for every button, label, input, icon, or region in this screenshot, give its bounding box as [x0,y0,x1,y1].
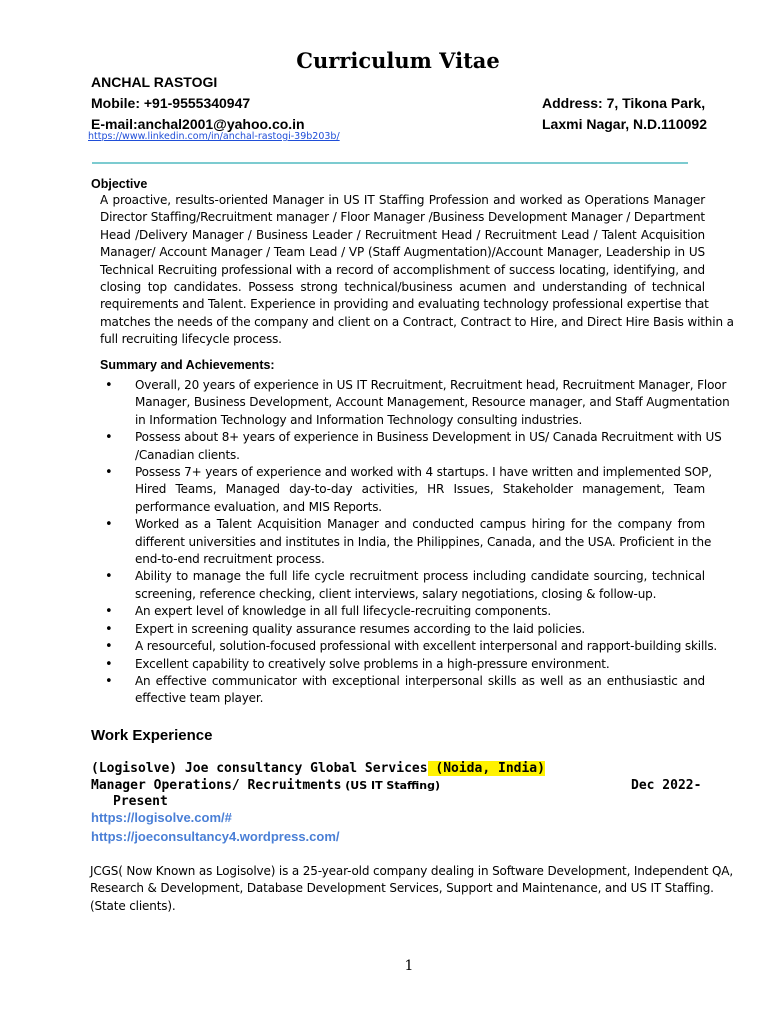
objective-line: full recruiting lifecycle process. [100,332,282,347]
description-line: JCGS( Now Known as Logisolve) is a 25-year-old company dealing in Software Development, Independent QA, [90,864,733,878]
summary-line: different universities and institutes in India, the Philippines, Canada, and the USA. Proficient in the [135,534,712,549]
summary-list [98,377,730,708]
summary-list-wrap [98,377,730,708]
objective-line: A proactive, results-oriented Manager in US IT Staffing Profession and worked as Operations Manager [100,193,705,207]
summary-item [98,656,705,673]
company-links [91,808,340,846]
summary-line: Hired Teams, Managed day-to-day activities, HR Issues, Stakeholder management, Team [135,482,705,497]
summary-line: Manager, Business Development, Account Management, Resource manager, and Staff Augmentation [135,395,730,410]
summary-item [98,429,722,464]
company-location: (Noida, India) [427,761,545,776]
summary-line: • A resourceful, solution-focused professional with excellent interpersonal and rapport-building skills. [135,639,718,654]
company-name: (Logisolve) Joe consultancy Global Services [91,761,428,776]
mobile-number: Mobile: +91-9555340947 [91,95,251,111]
summary-line: performance evaluation, and MIS Reports. [135,499,382,514]
document-title: Curriculum Vitae [296,48,500,73]
summary-item [98,464,712,516]
summary-line: /Canadian clients. [135,447,240,462]
objective-line: Director Staffing/Recruitment manager / Floor Manager /Business Development Manager / Department [100,210,705,225]
page-number: 1 [404,958,414,974]
header-divider [92,162,688,164]
objective-heading: Objective [91,177,148,191]
summary-item [98,603,705,620]
summary-item [98,621,705,638]
summary-line: • Expert in screening quality assurance resumes according to the laid policies. [135,621,586,636]
address-line-2: Laxmi Nagar, N.D.110092 [542,116,707,132]
company-description [90,863,733,915]
summary-line: effective team player. [135,691,264,706]
objective-line: requirements and Talent. Experience in providing and evaluating technology professional expertise that [100,297,709,312]
summary-line: • Possess 7+ years of experience and worked with 4 startups. I have written and implemented SOP, [135,465,712,480]
summary-item [98,377,730,429]
description-line: (State clients). [90,898,176,913]
summary-heading: Summary and Achievements: [100,358,275,372]
objective-line: Head /Delivery Manager / Business Leader / Recruitment Head / Recruitment Lead / Talent Acquisition [100,227,705,242]
objective-text [100,192,734,349]
role-note: (US IT Staffing) [341,779,441,792]
address-line-1: Address: 7, Tikona Park, [542,95,706,111]
summary-item [98,568,705,603]
objective-line: Technical Recruiting professional with a record of accomplishment of success locating, identifying, and [100,262,705,277]
summary-line: • An expert level of knowledge in all full lifecycle-recruiting components. [135,604,552,619]
summary-line: • Overall, 20 years of experience in US IT Recruitment, Recruitment head, Recruitment Manager, Floor [135,378,727,392]
role-date-end: Present [113,794,168,809]
role-title: Manager Operations/ Recruitments [91,778,342,793]
description-line: Research & Development, Database Development Services, Support and Maintenance, and US IT Staffing. [90,881,714,896]
objective-line: matches the needs of the company and client on a Contract, Contract to Hire, and Direct Hire Basis within a [100,314,734,329]
summary-line: in Information Technology and Information Technology consulting industries. [135,412,583,427]
objective-line: closing top candidates. Possess strong technical/business acumen and understanding of technical [100,280,705,295]
company-line [91,761,545,778]
role-date-start: Dec 2022- [631,778,702,793]
summary-item [98,516,712,568]
summary-line: end-to-end recruitment process. [135,552,325,567]
candidate-name: ANCHAL RASTOGI [91,74,218,90]
joeconsultancy-link[interactable]: https://joeconsultancy4.wordpress.com/ [91,829,340,844]
summary-line: • Possess about 8+ years of experience in Business Development in US/ Canada Recruitment with US [135,430,722,445]
summary-line: • Worked as a Talent Acquisition Manager and conducted campus hiring for the company from [135,517,705,532]
logisolve-link[interactable]: https://logisolve.com/# [91,810,232,825]
objective-line: Manager/ Account Manager / Team Lead / VP (Staff Augmentation)/Account Manager, Leadership in US [100,245,705,260]
summary-line: • Excellent capability to creatively solve problems in a high-pressure environment. [135,656,610,671]
summary-line: screening, reference checking, client interviews, salary negotiations, closing & follow-up. [135,586,657,601]
address-block [542,93,707,135]
work-experience-heading: Work Experience [91,727,213,744]
role-line [91,778,440,795]
summary-line: • Ability to manage the full life cycle recruitment process including candidate sourcing, technical [135,569,705,584]
summary-item [98,673,705,708]
linkedin-link[interactable]: https://www.linkedin.com/in/anchal-rastogi-39b203b/ [88,131,340,142]
contact-block [91,72,305,135]
summary-item [98,638,718,655]
summary-line: • An effective communicator with exceptional interpersonal skills as well as an enthusiastic and [135,673,705,688]
email-address: E-mail:anchal2001@yahoo.co.in [91,116,305,132]
